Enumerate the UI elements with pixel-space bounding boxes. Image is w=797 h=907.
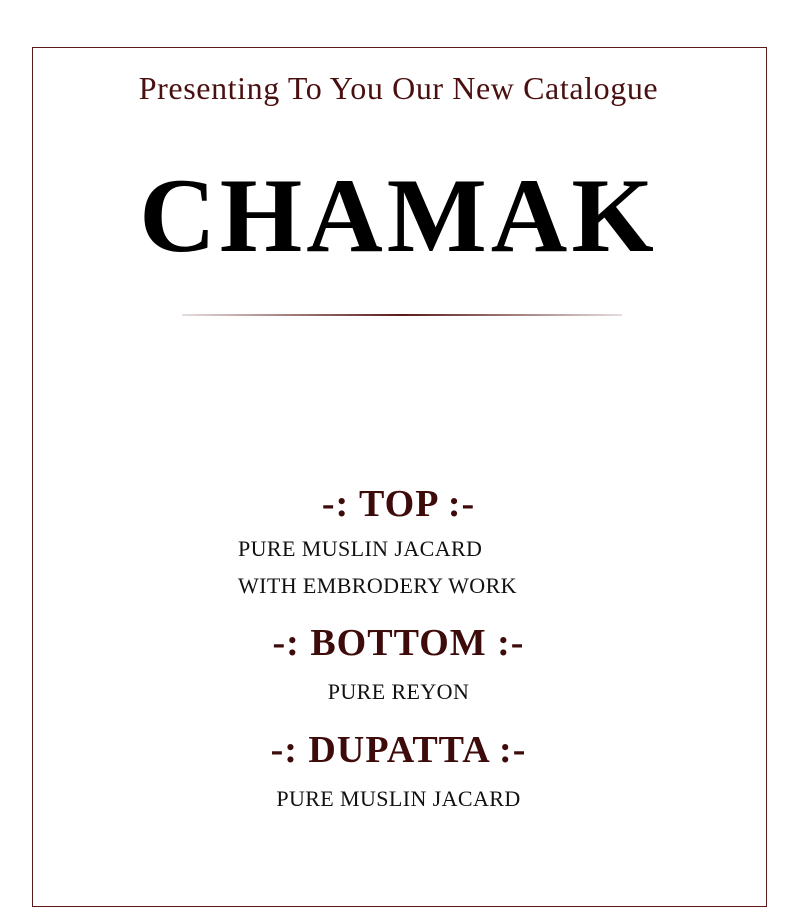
- catalogue-subtitle: Presenting To You Our New Catalogue: [138, 70, 659, 106]
- bottom-detail-line-1: PURE REYON: [327, 679, 470, 704]
- section-heading-top: -: TOP :-: [321, 483, 476, 525]
- top-detail-line-1: PURE MUSLIN JACARD: [238, 536, 483, 561]
- title-divider: [182, 314, 622, 316]
- brand-title: CHAMAK: [139, 157, 658, 274]
- top-detail-line-2: WITH EMBRODERY WORK: [238, 573, 517, 598]
- dupatta-detail-line-1: PURE MUSLIN JACARD: [276, 786, 521, 811]
- section-heading-bottom: -: BOTTOM :-: [272, 622, 525, 664]
- section-heading-dupatta: -: DUPATTA :-: [270, 729, 527, 771]
